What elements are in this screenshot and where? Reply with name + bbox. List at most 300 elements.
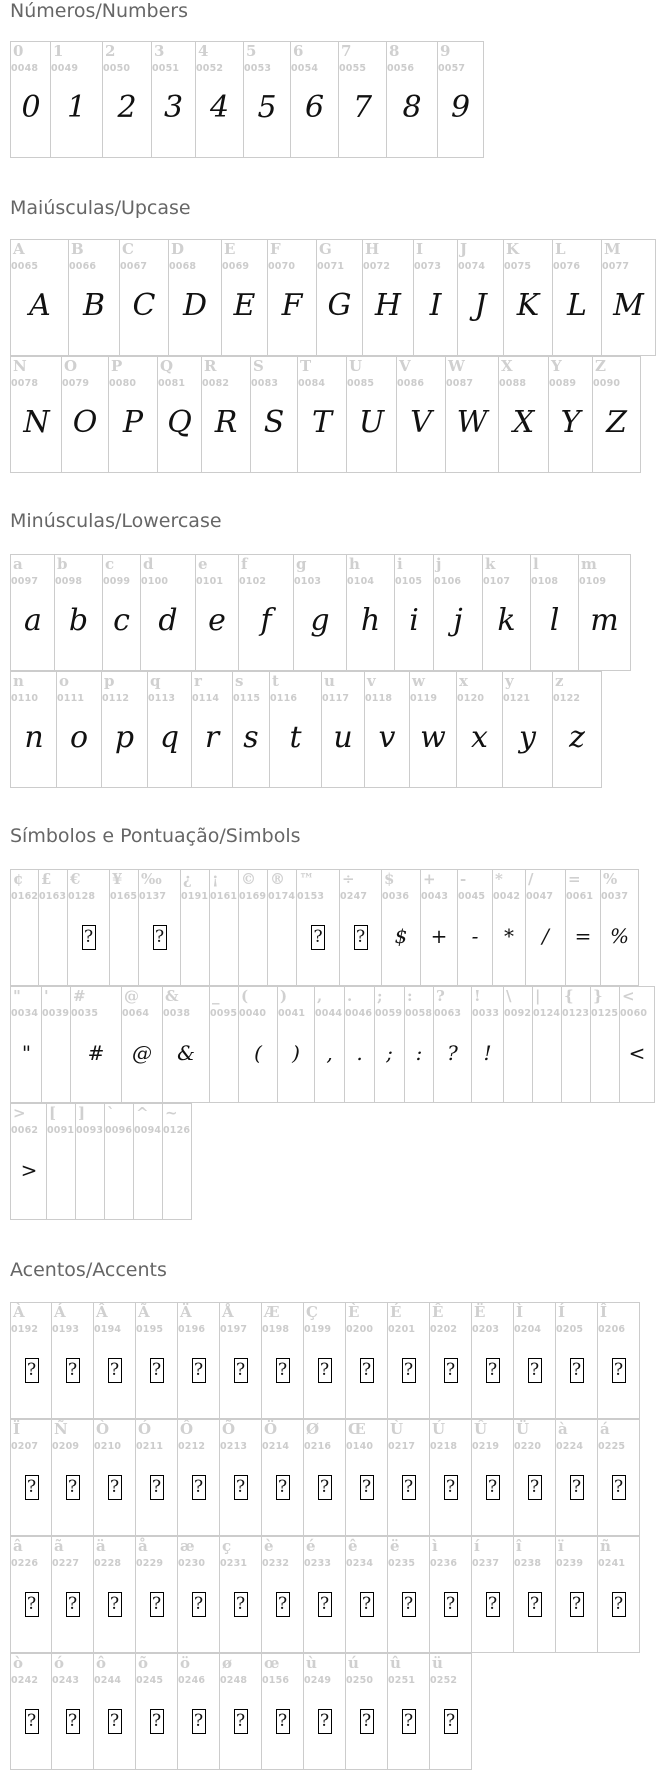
glyph-sample: U <box>358 405 385 440</box>
char-label: À <box>13 1303 25 1321</box>
char-label: G <box>319 240 332 258</box>
glyph-cell <box>578 554 631 671</box>
char-label: Å <box>222 1303 234 1321</box>
char-label: O <box>64 357 78 375</box>
char-code: 0241 <box>598 1558 626 1569</box>
char-label: ì <box>432 1537 438 1555</box>
glyph-cell <box>293 554 347 671</box>
char-code: 0232 <box>262 1558 290 1569</box>
char-code: 0041 <box>278 1008 306 1019</box>
char-code: 0079 <box>62 378 90 389</box>
glyph-sample: X <box>512 405 535 440</box>
glyph-cell <box>162 1103 192 1220</box>
glyph-sample: A <box>29 288 51 323</box>
char-label: Q <box>160 357 174 375</box>
char-code: 0140 <box>346 1441 374 1452</box>
char-label: ; <box>377 987 383 1005</box>
glyph-cell <box>555 1536 598 1653</box>
char-label: N <box>13 357 27 375</box>
glyph-cell <box>386 41 438 158</box>
glyph-sample <box>105 1150 133 1190</box>
char-code: 0214 <box>262 1441 290 1452</box>
glyph-cell <box>250 356 298 473</box>
char-code: 0123 <box>562 1008 590 1019</box>
char-code: 0086 <box>397 378 425 389</box>
char-code: 0081 <box>158 378 186 389</box>
glyph-cell <box>108 356 158 473</box>
char-code: 0153 <box>297 891 325 902</box>
char-code: 0061 <box>566 891 594 902</box>
glyph-cell <box>168 239 222 356</box>
glyph-sample: d <box>158 603 178 638</box>
missing-glyph-icon: ? <box>136 1349 177 1389</box>
char-label: ù <box>306 1654 317 1672</box>
char-code: 0250 <box>346 1675 374 1686</box>
char-code: 0234 <box>346 1558 374 1569</box>
char-code: 0051 <box>152 63 180 74</box>
char-code: 0069 <box>222 261 250 272</box>
char-code: 0113 <box>148 693 176 704</box>
missing-glyph-icon: ? <box>94 1700 135 1740</box>
glyph-cell <box>429 1419 472 1536</box>
glyph-cell <box>10 671 58 788</box>
char-label: ó <box>54 1654 65 1672</box>
char-code: 0229 <box>136 1558 164 1569</box>
char-code: 0107 <box>483 576 511 587</box>
char-label: ‰ <box>141 870 162 888</box>
glyph-sample: - <box>471 924 479 948</box>
glyph-cell <box>70 986 122 1103</box>
char-label: { <box>564 987 574 1005</box>
glyph-cell <box>67 869 110 986</box>
char-code: 0083 <box>251 378 279 389</box>
glyph-sample: E <box>233 288 256 323</box>
char-label: à <box>558 1420 568 1438</box>
glyph-sample: Y <box>560 405 581 440</box>
glyph-cell <box>209 869 239 986</box>
char-code: 0122 <box>553 693 581 704</box>
glyph-cell <box>75 1103 105 1220</box>
missing-glyph-icon: ? <box>346 1700 387 1740</box>
char-code: 0076 <box>553 261 581 272</box>
glyph-cell <box>296 869 340 986</box>
char-label: < <box>622 987 635 1005</box>
char-code: 0109 <box>579 576 607 587</box>
glyph-cell <box>387 1419 430 1536</box>
glyph-sample: f <box>260 603 272 638</box>
glyph-sample <box>210 916 238 956</box>
char-code: 0194 <box>94 1324 122 1335</box>
glyph-cell <box>387 1302 430 1419</box>
char-code: 0074 <box>458 261 486 272</box>
glyph-cell <box>433 554 483 671</box>
missing-glyph-icon: ? <box>388 1583 429 1623</box>
glyph-sample <box>39 916 67 956</box>
missing-glyph-icon: ? <box>94 1349 135 1389</box>
glyph-cell <box>269 671 322 788</box>
char-label: Z <box>595 357 606 375</box>
char-code: 0115 <box>233 693 261 704</box>
glyph-sample: b <box>68 603 89 638</box>
missing-glyph-icon: ? <box>52 1700 93 1740</box>
char-code: 0206 <box>598 1324 626 1335</box>
char-code: 0191 <box>181 891 209 902</box>
char-label: 7 <box>341 42 352 60</box>
glyph-sample: v <box>378 720 396 755</box>
glyph-sample: q <box>159 720 180 755</box>
glyph-sample: c <box>113 603 130 638</box>
char-label: 6 <box>293 42 304 60</box>
glyph-sample: S <box>263 405 285 440</box>
char-label: c <box>105 555 115 573</box>
glyph-sample: w <box>420 720 446 755</box>
glyph-sample: C <box>132 288 156 323</box>
char-code: 0096 <box>105 1125 133 1136</box>
char-label: [ <box>49 1104 57 1122</box>
glyph-cell <box>420 869 458 986</box>
glyph-cell <box>433 986 472 1103</box>
char-code: 0075 <box>504 261 532 272</box>
char-code: 0089 <box>549 378 577 389</box>
char-label: . <box>347 987 353 1005</box>
char-code: 0238 <box>514 1558 542 1569</box>
char-label: e <box>198 555 208 573</box>
glyph-cell <box>267 239 317 356</box>
char-code: 0106 <box>434 576 462 587</box>
glyph-sample: 4 <box>209 90 230 125</box>
char-code: 0224 <box>556 1441 584 1452</box>
char-label: ñ <box>600 1537 611 1555</box>
char-label: 3 <box>154 42 165 60</box>
glyph-cell <box>68 239 120 356</box>
glyph-cell <box>409 671 457 788</box>
char-code: 0217 <box>388 1441 416 1452</box>
glyph-sample: ) <box>292 1041 300 1065</box>
glyph-cell <box>394 554 434 671</box>
char-label: Õ <box>222 1420 236 1438</box>
glyph-sample: 7 <box>352 90 373 125</box>
glyph-sample: x <box>471 720 488 755</box>
glyph-cell <box>561 986 591 1103</box>
char-code: 0121 <box>503 693 531 704</box>
glyph-cell <box>119 239 169 356</box>
glyph-sample: N <box>23 405 50 440</box>
char-label: T <box>300 357 312 375</box>
glyph-cell <box>93 1302 136 1419</box>
char-code: 0053 <box>244 63 272 74</box>
char-label: / <box>528 870 534 888</box>
glyph-cell <box>498 356 549 473</box>
char-code: 0077 <box>602 261 630 272</box>
glyph-sample <box>562 1033 590 1073</box>
char-code: 0197 <box>220 1324 248 1335</box>
char-code: 0044 <box>315 1008 343 1019</box>
char-label: 9 <box>440 42 451 60</box>
char-label: Æ <box>264 1303 280 1321</box>
char-code: 0218 <box>430 1441 458 1452</box>
char-label: Ú <box>432 1420 446 1438</box>
glyph-cell <box>502 671 553 788</box>
glyph-cell <box>138 869 181 986</box>
glyph-cell <box>10 1302 53 1419</box>
char-code: 0049 <box>51 63 79 74</box>
char-label: ú <box>348 1654 359 1672</box>
missing-glyph-icon: ? <box>220 1349 261 1389</box>
glyph-sample: P <box>122 405 144 440</box>
char-label: m <box>581 555 597 573</box>
char-label: j <box>436 555 442 573</box>
char-code: 0040 <box>239 1008 267 1019</box>
glyph-cell <box>597 1536 640 1653</box>
char-code: 0119 <box>410 693 438 704</box>
glyph-sample: : <box>415 1041 423 1065</box>
char-code: 0249 <box>304 1675 332 1686</box>
char-code: 0101 <box>196 576 224 587</box>
glyph-cell <box>261 1536 304 1653</box>
char-code: 0205 <box>556 1324 584 1335</box>
section-title-accents: Acentos/Accents <box>10 1259 167 1281</box>
glyph-sample <box>76 1150 104 1190</box>
glyph-cell <box>104 1103 134 1220</box>
glyph-cell <box>93 1653 136 1770</box>
char-code: 0047 <box>526 891 554 902</box>
glyph-cell <box>471 986 504 1103</box>
glyph-cell <box>555 1419 598 1536</box>
missing-glyph-icon: ? <box>262 1700 303 1740</box>
glyph-sample: r <box>204 720 220 755</box>
glyph-sample: > <box>20 1158 38 1182</box>
char-code: 0137 <box>139 891 167 902</box>
char-code: 0243 <box>52 1675 80 1686</box>
glyph-sample: J <box>474 288 487 323</box>
char-code: 0212 <box>178 1441 206 1452</box>
glyph-sample: I <box>429 288 442 323</box>
char-code: 0124 <box>533 1008 561 1019</box>
glyph-cell <box>180 869 210 986</box>
missing-glyph-icon: ? <box>556 1349 597 1389</box>
glyph-sample: G <box>327 288 352 323</box>
missing-glyph-icon: ? <box>514 1583 555 1623</box>
char-code: 0252 <box>430 1675 458 1686</box>
glyph-sample: 8 <box>402 90 422 125</box>
char-code: 0226 <box>11 1558 39 1569</box>
char-label: ¡ <box>212 870 219 888</box>
char-label: Ü <box>516 1420 530 1438</box>
char-label: 4 <box>198 42 209 60</box>
char-label: S <box>253 357 264 375</box>
char-label: b <box>57 555 68 573</box>
char-label: Œ <box>348 1420 366 1438</box>
char-code: 0091 <box>47 1125 75 1136</box>
glyph-sample: e <box>208 603 226 638</box>
missing-glyph-icon: ? <box>430 1466 471 1506</box>
glyph-cell <box>277 986 315 1103</box>
char-code: 0125 <box>591 1008 619 1019</box>
char-code: 0095 <box>210 1008 238 1019</box>
char-code: 0233 <box>304 1558 332 1569</box>
glyph-sample: a <box>24 603 42 638</box>
char-code: 0220 <box>514 1441 542 1452</box>
glyph-cell <box>513 1536 556 1653</box>
char-label: E <box>224 240 236 258</box>
char-code: 0198 <box>262 1324 290 1335</box>
glyph-cell <box>157 356 202 473</box>
glyph-cell <box>135 1302 178 1419</box>
char-label: Ù <box>390 1420 404 1438</box>
glyph-cell <box>338 41 387 158</box>
char-code: 0038 <box>163 1008 191 1019</box>
glyph-sample: 9 <box>450 90 471 125</box>
glyph-sample: L <box>567 288 587 323</box>
glyph-sample: M <box>613 288 644 323</box>
glyph-sample: T <box>311 405 332 440</box>
char-label: Ø <box>306 1420 320 1438</box>
glyph-cell <box>51 1536 94 1653</box>
glyph-cell <box>552 239 602 356</box>
glyph-cell <box>10 41 52 158</box>
glyph-cell <box>61 356 109 473</box>
char-label: á <box>600 1420 610 1438</box>
glyph-sample: ? <box>447 1041 458 1065</box>
glyph-sample <box>42 1033 70 1073</box>
glyph-sample: u <box>333 720 353 755</box>
char-label: l <box>533 555 539 573</box>
char-code: 0165 <box>110 891 138 902</box>
glyph-cell <box>135 1419 178 1536</box>
glyph-cell <box>530 554 579 671</box>
missing-glyph-icon: ? <box>11 1466 52 1506</box>
char-label: # <box>73 987 86 1005</box>
glyph-cell <box>177 1302 220 1419</box>
char-code: 0200 <box>346 1324 374 1335</box>
char-label: È <box>348 1303 360 1321</box>
missing-glyph-icon: ? <box>430 1700 471 1740</box>
char-code: 0216 <box>304 1441 332 1452</box>
char-code: 0099 <box>103 576 131 587</box>
char-code: 0126 <box>163 1125 191 1136</box>
glyph-sample: B <box>82 288 106 323</box>
missing-glyph-icon: ? <box>598 1583 639 1623</box>
missing-glyph-icon: ? <box>388 1466 429 1506</box>
char-code: 0082 <box>202 378 230 389</box>
char-label: ~ <box>165 1104 178 1122</box>
char-code: 0237 <box>472 1558 500 1569</box>
char-code: 0244 <box>94 1675 122 1686</box>
glyph-sample: j <box>453 603 463 638</box>
char-label: 5 <box>246 42 257 60</box>
char-code: 0094 <box>134 1125 162 1136</box>
missing-glyph-icon: ? <box>346 1349 387 1389</box>
glyph-cell <box>532 986 562 1103</box>
glyph-cell <box>345 1536 388 1653</box>
char-code: 0120 <box>457 693 485 704</box>
char-label: ÷ <box>342 870 355 888</box>
char-label: Ò <box>96 1420 110 1438</box>
glyph-cell <box>93 1536 136 1653</box>
glyph-cell <box>10 356 63 473</box>
char-code: 0225 <box>598 1441 626 1452</box>
char-code: 0054 <box>291 63 319 74</box>
char-label: : <box>407 987 413 1005</box>
char-code: 0162 <box>11 891 39 902</box>
char-code: 0055 <box>339 63 367 74</box>
missing-glyph-icon: ? <box>220 1583 261 1623</box>
glyph-cell <box>261 1419 304 1536</box>
glyph-cell <box>147 671 192 788</box>
glyph-sample <box>181 916 209 956</box>
glyph-cell <box>429 1653 472 1770</box>
glyph-cell <box>321 671 365 788</box>
missing-glyph-icon: ? <box>178 1700 219 1740</box>
char-label: © <box>241 870 256 888</box>
char-code: 0239 <box>556 1558 584 1569</box>
glyph-cell <box>290 41 339 158</box>
char-label: y <box>505 672 514 690</box>
char-label: ] <box>78 1104 86 1122</box>
char-code: 0098 <box>55 576 83 587</box>
glyph-cell <box>10 986 43 1103</box>
glyph-cell <box>503 986 533 1103</box>
glyph-cell <box>41 986 71 1103</box>
char-label: ï <box>558 1537 564 1555</box>
glyph-cell <box>303 1653 346 1770</box>
glyph-cell <box>10 1419 53 1536</box>
char-label: U <box>349 357 363 375</box>
char-label: 1 <box>53 42 64 60</box>
char-label: Y <box>551 357 562 375</box>
missing-glyph-icon: ? <box>220 1700 261 1740</box>
glyph-cell <box>492 869 526 986</box>
glyph-cell <box>177 1653 220 1770</box>
char-label: ( <box>241 987 249 1005</box>
char-code: 0192 <box>11 1324 39 1335</box>
char-label: û <box>390 1654 401 1672</box>
glyph-cell <box>555 1302 598 1419</box>
glyph-cell <box>10 554 56 671</box>
missing-glyph-icon: ? <box>136 1583 177 1623</box>
char-code: 0045 <box>458 891 486 902</box>
char-label: > <box>13 1104 26 1122</box>
glyph-cell <box>303 1419 346 1536</box>
section-title-symbols: Símbolos e Pontuação/Simbols <box>10 825 301 847</box>
char-code: 0111 <box>57 693 85 704</box>
char-code: 0039 <box>42 1008 70 1019</box>
char-label: p <box>104 672 115 690</box>
glyph-cell <box>101 671 148 788</box>
char-code: 0073 <box>414 261 442 272</box>
glyph-cell <box>482 554 531 671</box>
char-code: 0088 <box>499 378 527 389</box>
char-label: x <box>459 672 468 690</box>
char-code: 0084 <box>298 378 326 389</box>
char-label: ' <box>44 987 49 1005</box>
char-label: Â <box>96 1303 108 1321</box>
char-code: 0062 <box>11 1125 39 1136</box>
char-code: 0102 <box>239 576 267 587</box>
glyph-sample: i <box>409 603 419 638</box>
glyph-sample: = <box>574 924 592 948</box>
glyph-cell <box>345 1302 388 1419</box>
glyph-sample: * <box>504 924 514 948</box>
char-label: Ã <box>138 1303 150 1321</box>
glyph-cell <box>345 1653 388 1770</box>
glyph-cell <box>396 356 446 473</box>
char-code: 0067 <box>120 261 148 272</box>
glyph-cell <box>565 869 601 986</box>
char-code: 0230 <box>178 1558 206 1569</box>
glyph-sample: z <box>569 720 585 755</box>
char-label: V <box>399 357 411 375</box>
